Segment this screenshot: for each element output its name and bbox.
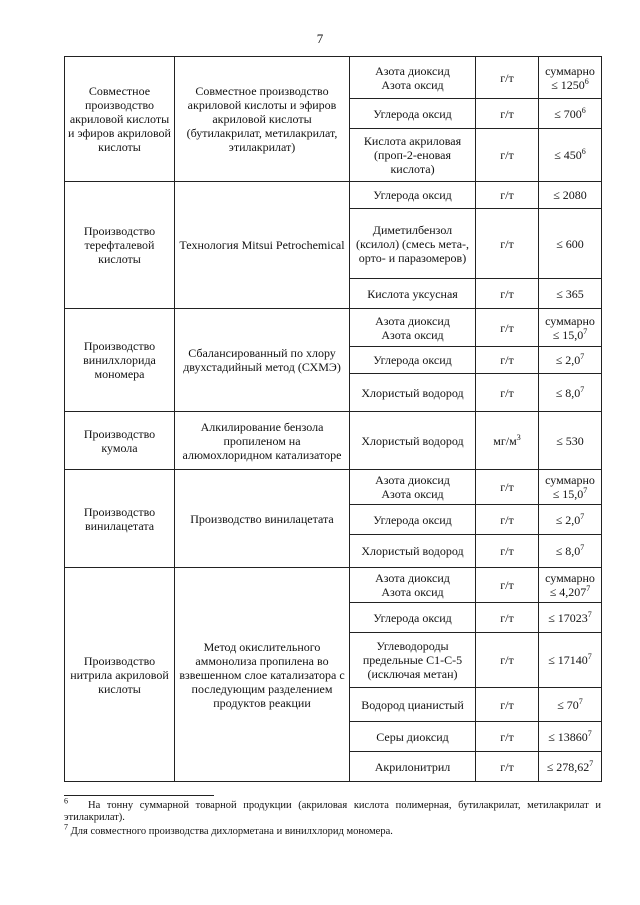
unit <box>476 752 539 782</box>
limit-text: ≤ 450 <box>554 148 582 162</box>
unit-text: г/т <box>500 286 514 301</box>
limit-value <box>539 568 602 603</box>
unit-text: г/т <box>500 148 514 162</box>
limit-value <box>539 99 602 129</box>
limit-text: ≤ 2,0 <box>555 512 581 527</box>
unit <box>476 568 539 603</box>
unit-text: г/т <box>500 544 514 558</box>
footnote-7 <box>64 822 601 838</box>
footnote-ref: 7 <box>580 352 585 361</box>
unit <box>476 688 539 722</box>
unit <box>476 374 539 412</box>
limit-value <box>539 279 602 309</box>
unit <box>476 279 539 309</box>
footnote-ref: 7 <box>580 511 585 521</box>
unit <box>476 57 539 99</box>
unit-text: г/т <box>500 512 514 527</box>
unit-text: г/т <box>500 106 514 121</box>
unit-text: мг/м <box>493 433 517 448</box>
limit-text: ≤ 278,62 <box>546 759 590 774</box>
limit-value <box>539 412 602 470</box>
limit-text: ≤ 700 <box>554 106 582 121</box>
substance-name: Углерода оксид <box>350 505 476 535</box>
substance-name: Азота диоксид Азота оксид <box>350 57 476 99</box>
table-row <box>65 309 602 347</box>
unit-text: г/т <box>500 759 514 774</box>
limit-value <box>539 129 602 182</box>
limit-text: ≤ 8,0 <box>555 544 581 558</box>
substance-name: Водород цианистый <box>350 688 476 722</box>
limit-value <box>539 309 602 347</box>
limit-text: суммарно ≤ 1250 <box>545 63 595 92</box>
limit-value <box>539 603 602 633</box>
footnote-ref: 6 <box>584 76 589 86</box>
unit <box>476 99 539 129</box>
technology-name: Совместное производство акриловой кислоты и эфиров акриловой кислоты (бутилакрилат, метилакрилат, этилакрилат) <box>175 57 350 182</box>
unit <box>476 505 539 535</box>
substance-name: Хлористый водород <box>350 535 476 568</box>
emissions-table <box>64 56 602 782</box>
unit-text: г/т <box>500 236 514 251</box>
limit-text: ≤ 8,0 <box>555 385 581 400</box>
technology-name: Технология Mitsui Petrochemical <box>175 182 350 309</box>
limit-text: ≤ 17140 <box>548 653 588 667</box>
footnote-6 <box>64 796 601 824</box>
substance-name: Диметилбензол (ксилол) (смесь мета-, орто- и паразомеров) <box>350 209 476 279</box>
table-row <box>65 568 602 603</box>
limit-value <box>539 347 602 374</box>
footnote-ref: 7 <box>583 326 588 336</box>
unit <box>476 129 539 182</box>
substance-name: Углеводороды предельные С1-С-5 (исключая метан) <box>350 633 476 688</box>
table-row <box>65 57 602 99</box>
unit-text: г/т <box>500 188 514 202</box>
unit-text: г/т <box>500 578 514 592</box>
substance-name: Углерода оксид <box>350 99 476 129</box>
table-row <box>65 182 602 209</box>
limit-text: ≤ 2080 <box>553 188 587 202</box>
process-name: Производство терефталевой кислоты <box>65 182 175 309</box>
substance-name: Серы диоксид <box>350 722 476 752</box>
unit <box>476 347 539 374</box>
footnote-separator <box>64 795 214 796</box>
footnote-text: На тонну суммарной товарной продукции (акриловая кислота полимерная, бутилакрилат, метилакрилат и этилакрилат). <box>64 800 601 823</box>
limit-value <box>539 57 602 99</box>
table-row <box>65 470 602 505</box>
footnote-ref: 7 <box>583 486 588 495</box>
unit <box>476 309 539 347</box>
technology-name: Метод окислительного аммонолиза пропилена во взвешенном слое катализатора с последующим разделением продуктов реакции <box>175 568 350 782</box>
substance-name: Хлористый водород <box>350 374 476 412</box>
footnote-ref: 6 <box>581 105 586 115</box>
limit-value <box>539 688 602 722</box>
limit-text: ≤ 530 <box>556 433 584 448</box>
substance-name: Акрилонитрил <box>350 752 476 782</box>
unit <box>476 470 539 505</box>
limit-value <box>539 752 602 782</box>
process-name: Производство нитрила акриловой кислоты <box>65 568 175 782</box>
substance-name: Углерода оксид <box>350 603 476 633</box>
limit-value <box>539 470 602 505</box>
process-name: Производство винилацетата <box>65 470 175 568</box>
footnote-ref: 7 <box>587 652 592 661</box>
unit-text: г/т <box>500 610 514 625</box>
substance-name: Углерода оксид <box>350 347 476 374</box>
technology-name: Производство винилацетата <box>175 470 350 568</box>
footnote-ref: 7 <box>578 696 583 706</box>
limit-text: суммарно ≤ 4,207 <box>545 571 595 599</box>
process-name: Производство винилхлорида мономера <box>65 309 175 412</box>
limit-text: ≤ 600 <box>556 236 584 251</box>
unit-text: г/т <box>500 353 514 367</box>
unit <box>476 412 539 470</box>
unit-text: г/т <box>500 70 514 85</box>
limit-text: ≤ 70 <box>557 697 579 712</box>
limit-text: суммарно ≤ 15,0 <box>545 313 595 342</box>
footnote-ref: 7 <box>580 543 585 552</box>
footnote-ref: 7 <box>587 728 592 738</box>
table-row <box>65 412 602 470</box>
limit-value <box>539 209 602 279</box>
substance-name: Кислота уксусная <box>350 279 476 309</box>
technology-name: Сбалансированный по хлору двухстадийный метод (СХМЭ) <box>175 309 350 412</box>
unit-text: г/т <box>500 697 514 712</box>
footnote-mark: 6 <box>64 796 68 806</box>
substance-name: Хлористый водород <box>350 412 476 470</box>
limit-text: ≤ 365 <box>556 286 584 301</box>
unit-superscript: 3 <box>516 432 521 442</box>
unit-text: г/т <box>500 653 514 667</box>
limit-value <box>539 182 602 209</box>
substance-name: Азота диоксид Азота оксид <box>350 568 476 603</box>
footnote-ref: 7 <box>587 609 592 619</box>
technology-name: Алкилирование бензола пропиленом на алюмохлоридном катализаторе <box>175 412 350 470</box>
unit-text: г/т <box>500 385 514 400</box>
unit-text: г/т <box>500 480 514 494</box>
limit-text: ≤ 13860 <box>548 729 588 744</box>
limit-text: ≤ 2,0 <box>555 353 581 367</box>
footnote-mark: 7 <box>64 822 68 832</box>
unit-text: г/т <box>500 729 514 744</box>
substance-name: Азота диоксид Азота оксид <box>350 309 476 347</box>
limit-text: суммарно ≤ 15,0 <box>545 473 595 501</box>
unit <box>476 535 539 568</box>
process-name: Совместное производство акриловой кислоты и эфиров акриловой кислоты <box>65 57 175 182</box>
footnote-ref: 7 <box>589 758 594 768</box>
limit-value <box>539 722 602 752</box>
limit-text: ≤ 17023 <box>548 610 588 625</box>
limit-value <box>539 633 602 688</box>
footnote-ref: 7 <box>580 384 585 394</box>
substance-name: Кислота акриловая (проп-2-еновая кислота) <box>350 129 476 182</box>
unit <box>476 209 539 279</box>
process-name: Производство кумола <box>65 412 175 470</box>
limit-value <box>539 505 602 535</box>
footnote-text: Для совместного производства дихлорметана и винилхлорид мономера. <box>70 826 393 837</box>
page-number: 7 <box>316 31 324 46</box>
unit <box>476 722 539 752</box>
unit <box>476 182 539 209</box>
unit <box>476 633 539 688</box>
limit-value <box>539 374 602 412</box>
limit-value <box>539 535 602 568</box>
footnote-ref: 7 <box>586 584 591 593</box>
unit <box>476 603 539 633</box>
footnote-ref: 6 <box>581 147 586 156</box>
substance-name: Углерода оксид <box>350 182 476 209</box>
unit-text: г/т <box>500 320 514 335</box>
substance-name: Азота диоксид Азота оксид <box>350 470 476 505</box>
